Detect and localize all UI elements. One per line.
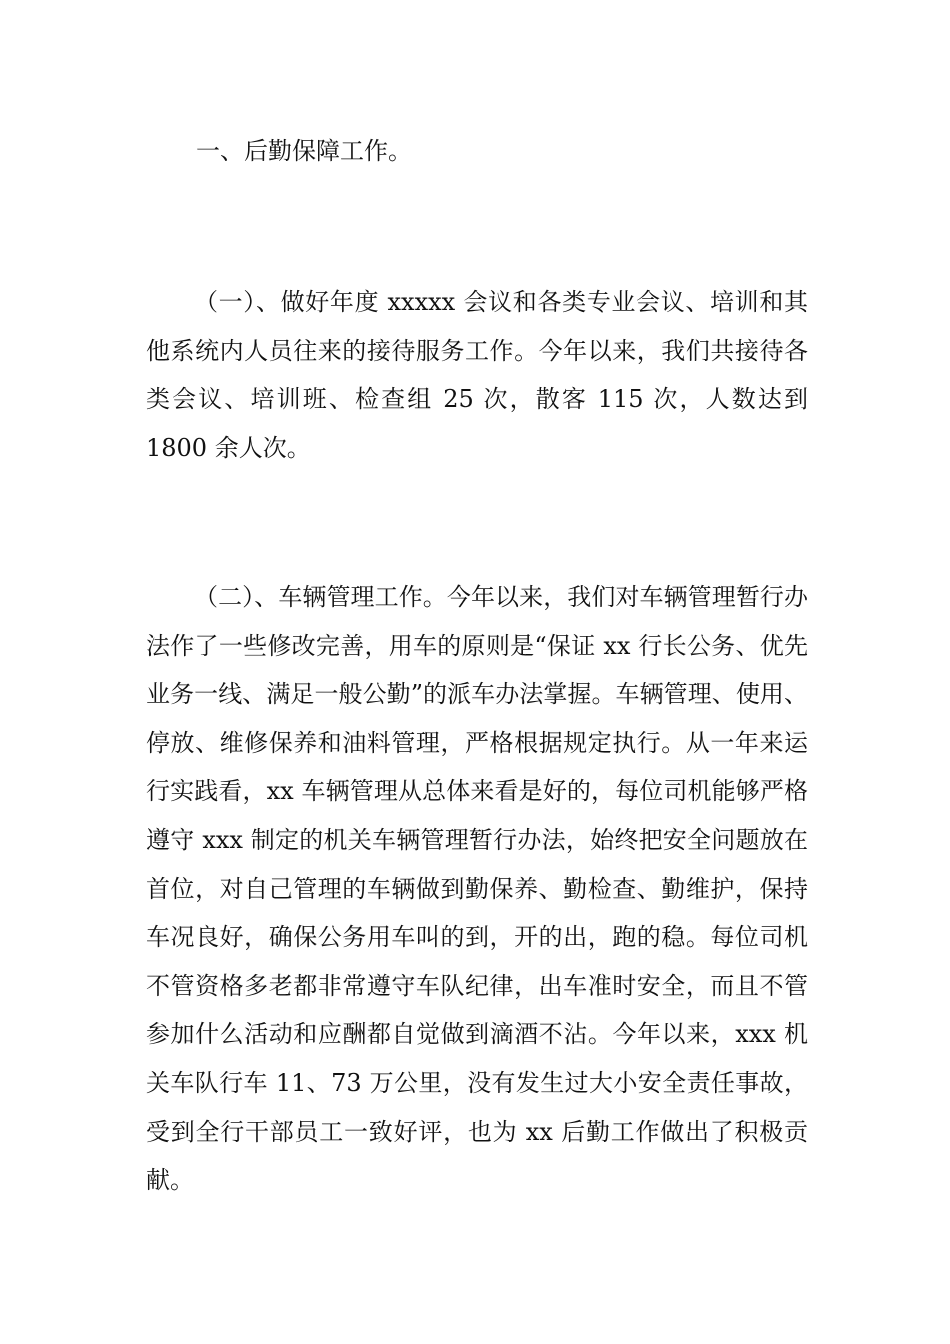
paragraph-vehicle-management: （二）、车辆管理工作。今年以来，我们对车辆管理暂行办法作了一些修改完善，用车的原则是“保证 xx 行长公务、优先业务一线、满足一般公勤”的派车办法掌握。车辆管理、使用、停放、维修保养和油料管理，严格根据规定执行。从一年来运行实践看，xx 车辆管理从总体来看是好的，每位司机能够严格遵守 xxx 制定的机关车辆管理暂行办法，始终把安全问题放在首位，对自己管理的车辆做到勤保养、勤检查、勤维护，保持车况良好，确保公务用车叫的到，开的出，跑的稳。每位司机不管资格多老都非常遵守车队纪律，出车准时安全，而且不管参加什么活动和应酬都自觉做到滴酒不沾。今年以来，xxx 机关车队行车 11、73 万公里，没有发生过大小安全责任事故，受到全行干部员工一致好评，也为 xx 后勤工作做出了积极贡献。 [146,583,808,1195]
paragraph-reception-service: （一）、做好年度 xxxxx 会议和各类专业会议、培训和其他系统内人员往来的接待服务工作。今年以来，我们共接待各类会议、培训班、检查组 25 次，散客 115 次，人数达到 1800 余人次。 [146,288,808,462]
section-heading: 一、后勤保障工作。 [196,137,412,165]
